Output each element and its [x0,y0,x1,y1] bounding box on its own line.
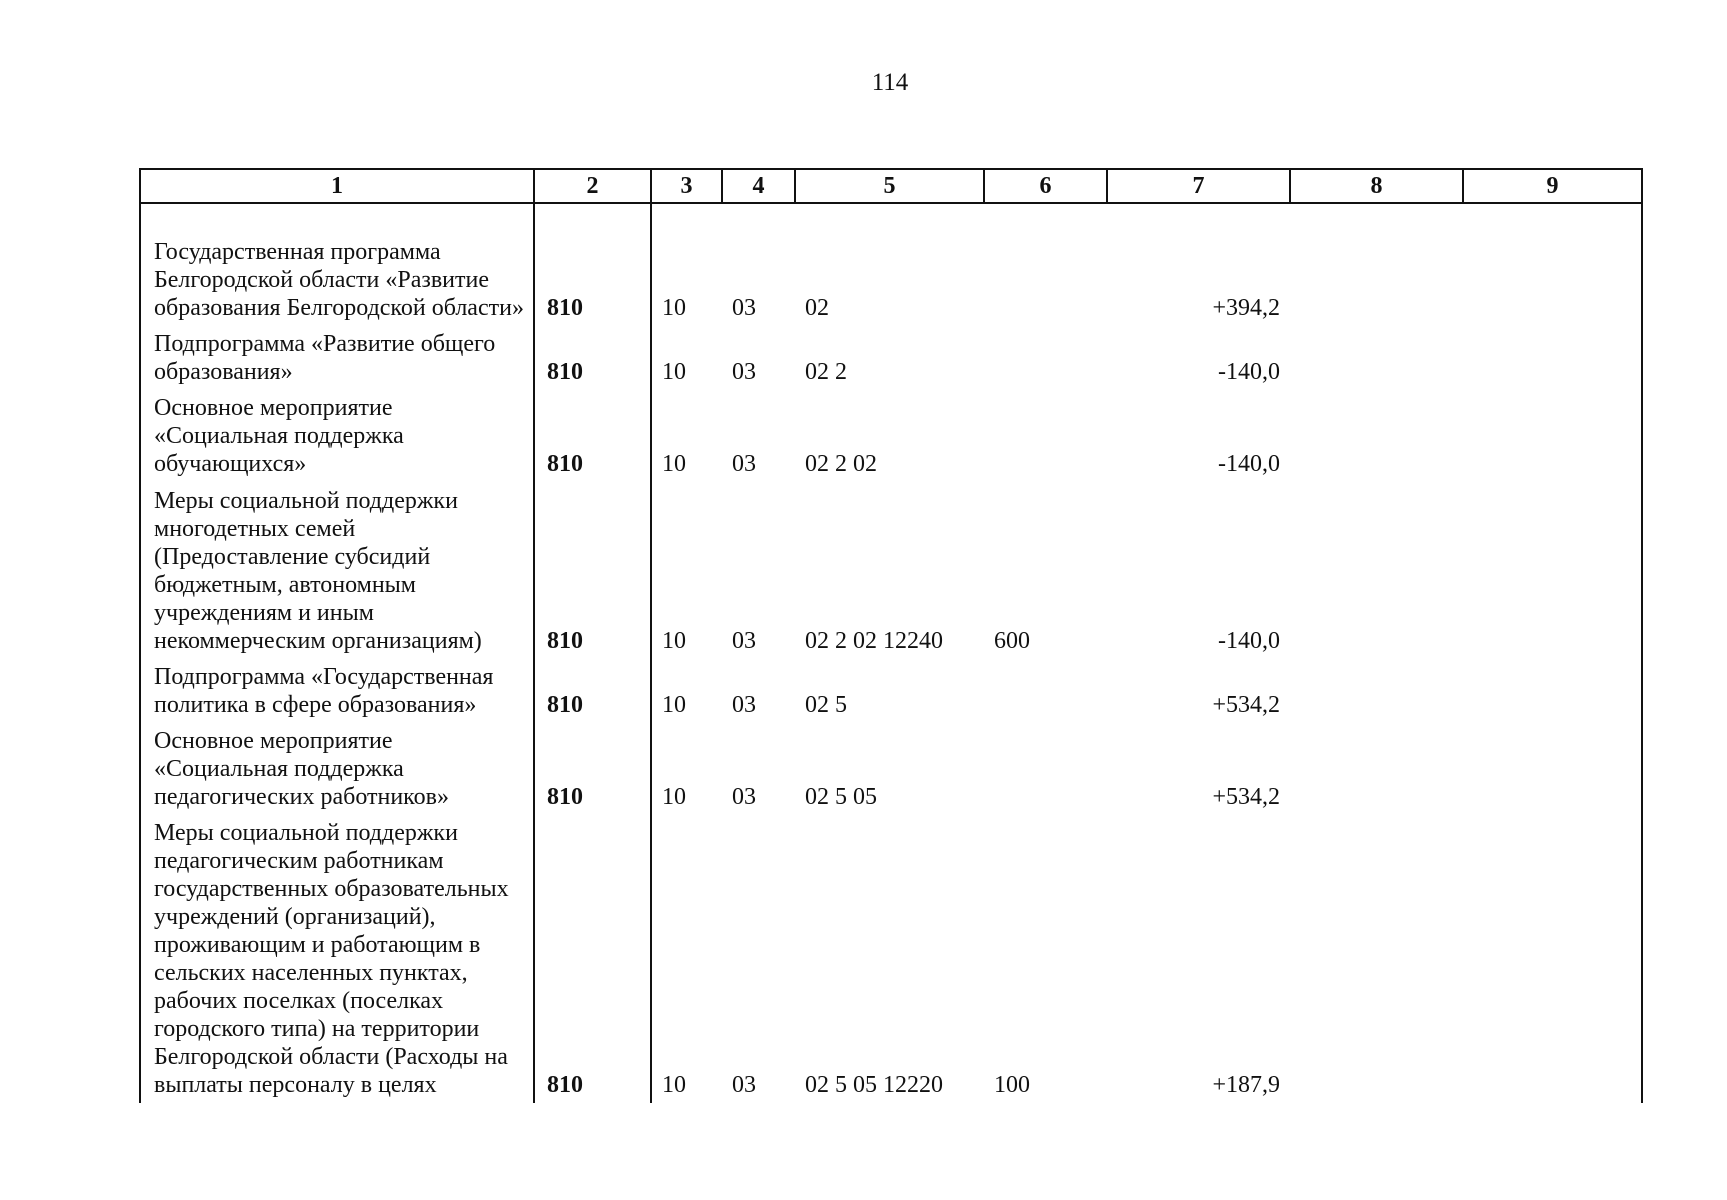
change-amount: -140,0 [1218,359,1280,385]
section-code: 10 [662,359,686,385]
change-amount: +394,2 [1212,295,1280,321]
subsection-code: 03 [732,359,756,385]
column-8-value [1290,326,1463,390]
column-9-value [1463,326,1642,390]
column-9-value [1463,659,1642,723]
admin-code: 810 [534,203,651,326]
subsection-code: 03 [732,1072,756,1098]
row-name: Государственная программа Белгородской области «Развитие образования Белгородской области» [140,203,534,326]
column-header: 4 [722,169,795,203]
column-8-value [1290,815,1463,1103]
column-header: 9 [1463,169,1642,203]
section-code: 10 [662,628,686,654]
column-8-value [1290,723,1463,815]
expense-type-code [984,390,1107,482]
column-header: 1 [140,169,534,203]
table-row [140,659,1642,723]
column-9-value [1463,203,1642,326]
change-amount: +534,2 [1212,784,1280,810]
target-code: 02 2 02 [805,451,877,477]
table-row [140,326,1642,390]
section-code: 10 [662,451,686,477]
admin-code: 810 [534,815,651,1103]
change-amount: -140,0 [1218,628,1280,654]
column-header: 2 [534,169,651,203]
column-header: 7 [1107,169,1290,203]
target-code: 02 5 05 12220 [805,1072,943,1098]
expense-type-code [984,723,1107,815]
page-number: 114 [871,69,909,96]
row-name: Подпрограмма «Развитие общего образования» [140,326,534,390]
column-header: 8 [1290,169,1463,203]
table-row [140,815,1642,1103]
row-name: Меры социальной поддержки многодетных семей (Предоставление субсидий бюджетным, автономным учреждениям и иным некоммерческим организациям) [140,482,534,659]
expense-type-code [984,659,1107,723]
admin-code: 810 [534,482,651,659]
column-header: 3 [651,169,722,203]
subsection-code: 03 [732,295,756,321]
column-9-value [1463,723,1642,815]
section-code: 10 [662,1072,686,1098]
expense-type-code [984,326,1107,390]
row-name: Основное мероприятие «Социальная поддержка педагогических работников» [140,723,534,815]
budget-table [139,168,1643,1103]
change-amount: +187,9 [1212,1072,1280,1098]
subsection-code: 03 [732,784,756,810]
column-header: 5 [795,169,984,203]
expense-type-code: 600 [994,628,1030,654]
subsection-code: 03 [732,692,756,718]
column-header: 6 [984,169,1107,203]
subsection-code: 03 [732,628,756,654]
expense-type-code: 100 [994,1072,1030,1098]
admin-code: 810 [534,723,651,815]
target-code: 02 5 [805,692,847,718]
target-code: 02 2 [805,359,847,385]
target-code: 02 2 02 12240 [805,628,943,654]
admin-code: 810 [534,659,651,723]
expense-type-code [984,203,1107,326]
row-name: Основное мероприятие «Социальная поддержка обучающихся» [140,390,534,482]
section-code: 10 [662,692,686,718]
table-row [140,482,1642,659]
section-code: 10 [662,784,686,810]
row-name: Подпрограмма «Государственная политика в сфере образования» [140,659,534,723]
table-row [140,390,1642,482]
table-header-row [140,169,1642,203]
target-code: 02 5 05 [805,784,877,810]
column-8-value [1290,482,1463,659]
column-8-value [1290,659,1463,723]
column-8-value [1290,390,1463,482]
budget-table-container [139,168,1641,1103]
section-code: 10 [662,295,686,321]
column-9-value [1463,390,1642,482]
admin-code: 810 [534,390,651,482]
target-code: 02 [805,295,829,321]
column-9-value [1463,815,1642,1103]
column-9-value [1463,482,1642,659]
subsection-code: 03 [732,451,756,477]
admin-code: 810 [534,326,651,390]
change-amount: +534,2 [1212,692,1280,718]
column-8-value [1290,203,1463,326]
row-name: Меры социальной поддержки педагогическим работникам государственных образовательных учреждений (организаций), проживающим и работающим в сельских населенных пунктах, рабочих поселках (поселках городского типа) на территории Белгородской области (Расходы на выплаты персоналу в целях [140,815,534,1103]
table-row [140,203,1642,326]
change-amount: -140,0 [1218,451,1280,477]
table-row [140,723,1642,815]
